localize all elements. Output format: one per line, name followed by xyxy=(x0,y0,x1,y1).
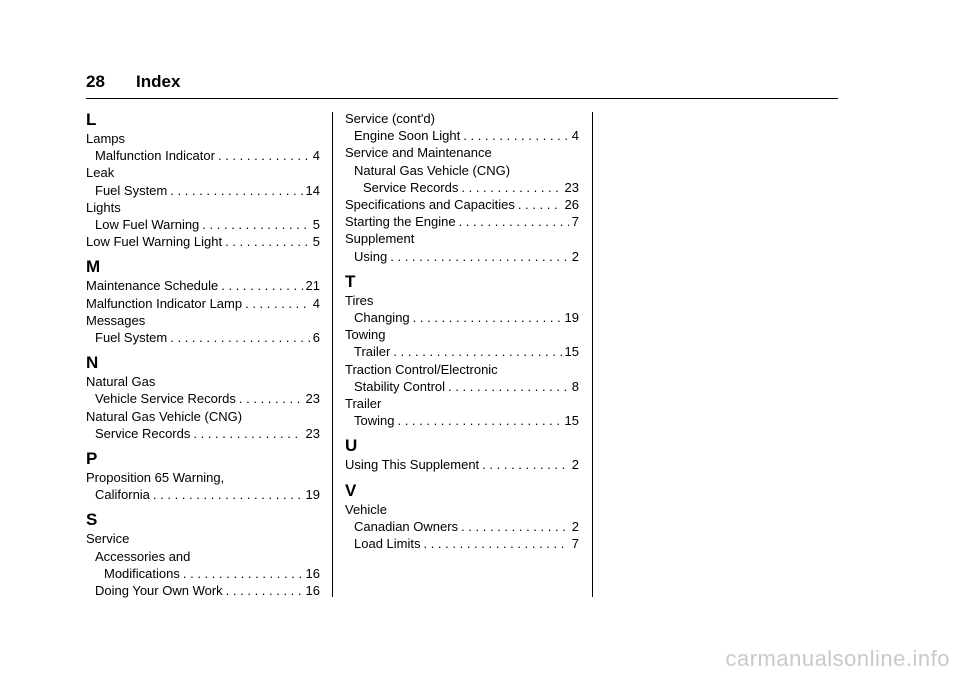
index-entry[interactable] xyxy=(345,179,579,196)
index-topic: Tires xyxy=(345,292,374,308)
index-topic: Traction Control/Electronic xyxy=(345,361,498,377)
dot-leader xyxy=(461,518,569,535)
index-entry[interactable] xyxy=(345,378,579,395)
index-page-ref: 16 xyxy=(305,583,320,599)
index-page-ref: 23 xyxy=(305,391,320,407)
index-topic: Natural Gas Vehicle (CNG) xyxy=(86,408,243,424)
index-entry-label: Canadian Owners xyxy=(354,518,459,534)
index-topic: Service (cont'd) xyxy=(345,111,435,126)
dot-leader xyxy=(183,565,303,582)
index-entry[interactable] xyxy=(86,425,320,442)
dot-leader xyxy=(459,213,569,230)
index-page-ref: 4 xyxy=(312,295,320,311)
index-letter-heading: M xyxy=(86,257,101,277)
index-entry[interactable] xyxy=(345,127,579,144)
index-page-ref: 23 xyxy=(305,425,320,441)
index-page-ref: 4 xyxy=(312,148,320,164)
index-entry[interactable] xyxy=(86,486,320,503)
dot-leader xyxy=(193,425,302,442)
index-entry-label: Towing xyxy=(354,413,395,429)
dot-leader xyxy=(202,216,309,233)
index-letter-heading: T xyxy=(345,271,356,291)
dot-leader xyxy=(423,535,568,552)
index-entry[interactable] xyxy=(86,390,320,407)
index-page-ref: 23 xyxy=(564,179,579,195)
index-entry[interactable] xyxy=(86,277,320,294)
index-entry[interactable] xyxy=(345,309,579,326)
index-page-ref: 7 xyxy=(571,536,579,552)
index-topic: Vehicle xyxy=(345,501,387,517)
index-topic: Service xyxy=(86,531,130,547)
dot-leader xyxy=(225,233,310,250)
index-entry-label: Using This Supplement xyxy=(345,457,480,473)
index-page-ref: 6 xyxy=(312,330,320,346)
index-entry-label: Changing xyxy=(354,310,410,326)
index-entry[interactable] xyxy=(86,147,320,164)
index-entry[interactable] xyxy=(86,182,320,199)
index-topic: Natural Gas xyxy=(86,374,156,390)
index-entry-label: Fuel System xyxy=(95,330,168,346)
index-entry-label: Service Records xyxy=(363,179,459,195)
index-letter-heading: V xyxy=(345,480,357,500)
index-entry-label: Service Records xyxy=(95,425,191,441)
index-topic: Natural Gas Vehicle (CNG) xyxy=(354,162,511,178)
index-letter-heading: L xyxy=(86,110,97,129)
column-divider xyxy=(332,112,333,597)
index-page-ref: 26 xyxy=(564,197,579,213)
index-topic: Towing xyxy=(345,327,386,343)
dot-leader xyxy=(153,486,303,503)
index-entry[interactable] xyxy=(86,295,320,312)
index-page-ref: 14 xyxy=(305,182,320,198)
dot-leader xyxy=(170,329,310,346)
index-entry[interactable] xyxy=(86,329,320,346)
index-topic: Lamps xyxy=(86,131,126,146)
index-entry[interactable] xyxy=(345,518,579,535)
dot-leader xyxy=(239,390,303,407)
dot-leader xyxy=(397,412,561,429)
dot-leader xyxy=(218,147,310,164)
index-entry[interactable] xyxy=(86,216,320,233)
index-topic: Lights xyxy=(86,199,121,215)
dot-leader xyxy=(518,196,562,213)
index-topic: Trailer xyxy=(345,396,382,412)
index-page-ref: 19 xyxy=(305,487,320,503)
index-letter-heading: N xyxy=(86,353,99,373)
index-entry-label: Low Fuel Warning Light xyxy=(86,234,223,250)
index-entry-label: Specifications and Capacities xyxy=(345,197,515,213)
index-page-ref: 15 xyxy=(564,413,579,429)
index-topic: Service and Maintenance xyxy=(345,145,492,161)
index-entry[interactable] xyxy=(345,196,579,213)
index-entry[interactable] xyxy=(86,233,320,250)
index-entry[interactable] xyxy=(345,535,579,552)
index-topic: Proposition 65 Warning, xyxy=(86,470,225,486)
index-page-ref: 15 xyxy=(564,344,579,360)
index-letter-heading: U xyxy=(345,436,358,456)
index-entry[interactable] xyxy=(345,213,579,230)
header-rule xyxy=(86,98,838,99)
index-page-ref: 19 xyxy=(564,310,579,326)
dot-leader xyxy=(448,378,569,395)
index-page-ref: 8 xyxy=(571,378,579,394)
dot-leader xyxy=(245,295,310,312)
index-page-ref: 2 xyxy=(571,518,579,534)
index-page-ref: 2 xyxy=(571,248,579,264)
index-entry-label: Vehicle Service Records xyxy=(95,391,236,407)
dot-leader xyxy=(413,309,562,326)
index-entry-label: Maintenance Schedule xyxy=(86,278,219,294)
dot-leader xyxy=(393,343,561,360)
index-entry[interactable] xyxy=(345,248,579,265)
index-page-ref: 7 xyxy=(571,214,579,230)
dot-leader xyxy=(226,582,303,599)
index-page-ref: 5 xyxy=(312,234,320,250)
index-page-ref: 16 xyxy=(305,565,320,581)
index-entry[interactable] xyxy=(345,456,579,473)
watermark: carmanualsonline.info xyxy=(725,646,950,671)
index-letter-heading: S xyxy=(86,510,98,530)
index-topic: Supplement xyxy=(345,231,415,247)
index-column-1 xyxy=(86,110,320,599)
index-column-2 xyxy=(345,110,579,552)
index-entry-label: Trailer xyxy=(354,344,391,360)
dot-leader xyxy=(482,456,569,473)
index-letter-heading: P xyxy=(86,449,98,469)
index-page-ref: 21 xyxy=(305,278,320,294)
index-entry-label: Using xyxy=(354,248,388,264)
index-entry[interactable] xyxy=(345,412,579,429)
index-entry-label: Stability Control xyxy=(354,378,446,394)
index-entry-label: Fuel System xyxy=(95,182,168,198)
index-entry-label: Doing Your Own Work xyxy=(95,583,223,599)
index-entry-label: California xyxy=(95,487,150,503)
index-topic: Accessories and xyxy=(95,548,191,564)
index-entry-label: Low Fuel Warning xyxy=(95,217,200,233)
index-page-ref: 2 xyxy=(571,457,579,473)
page-number: 28 xyxy=(86,72,105,91)
dot-leader xyxy=(221,277,302,294)
page-header xyxy=(86,72,180,92)
index-entry[interactable] xyxy=(345,343,579,360)
index-topic: Leak xyxy=(86,165,115,181)
index-entry-label: Malfunction Indicator xyxy=(95,148,215,164)
column-divider xyxy=(592,112,593,597)
index-entry[interactable] xyxy=(86,582,320,599)
index-page-ref: 4 xyxy=(571,128,579,144)
index-entry-label: Load Limits xyxy=(354,536,421,552)
dot-leader xyxy=(390,248,569,265)
index-entry-label: Starting the Engine xyxy=(345,214,456,230)
index-entry[interactable] xyxy=(86,565,320,582)
index-entry-label: Engine Soon Light xyxy=(354,128,461,144)
index-topic: Messages xyxy=(86,312,146,328)
dot-leader xyxy=(463,127,569,144)
index-entry-label: Modifications xyxy=(104,565,180,581)
page-title: Index xyxy=(136,72,181,91)
index-page-ref: 5 xyxy=(312,217,320,233)
dot-leader xyxy=(170,182,302,199)
index-entry-label: Malfunction Indicator Lamp xyxy=(86,295,243,311)
dot-leader xyxy=(461,179,561,196)
